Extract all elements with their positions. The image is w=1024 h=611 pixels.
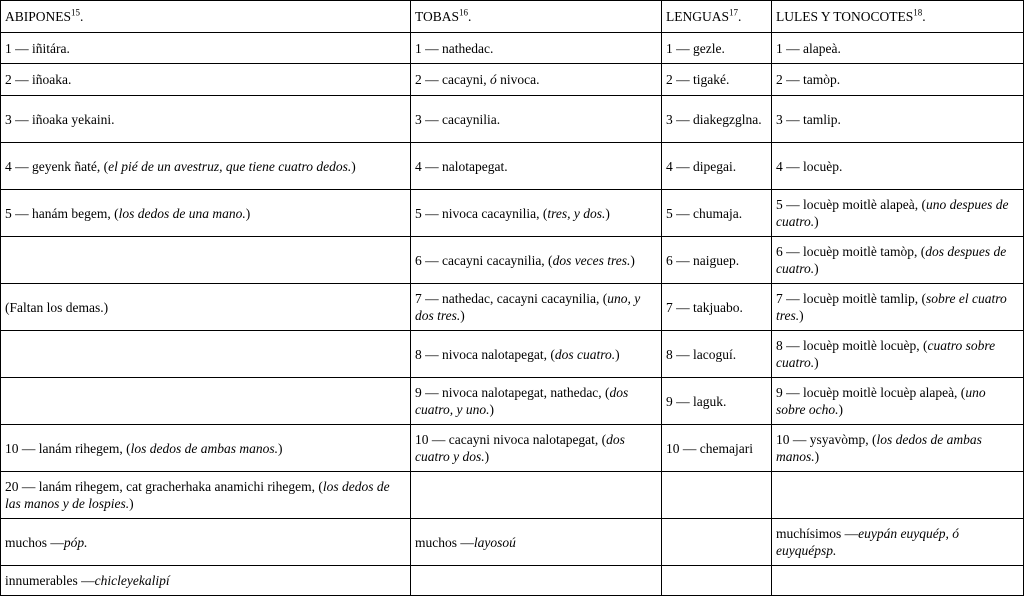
- cell-lenguas-6: 6 — naiguep.: [662, 237, 772, 284]
- cell-lules-7-text: 7 — locuèp moitlè tamlip, (: [776, 291, 926, 306]
- cell-tobas-2-gloss: ó: [489, 72, 497, 87]
- header-lules-name: LULES Y TONOCOTES: [776, 9, 914, 24]
- header-lules: [772, 1, 1024, 33]
- cell-abipones-many: [1, 519, 411, 566]
- cell-abipones-20-tail: ): [129, 496, 134, 511]
- cell-tobas-9-tail: ): [489, 402, 494, 417]
- header-row: [1, 1, 1024, 33]
- cell-tobas-9: [411, 378, 662, 425]
- cell-lules-innumerable: [772, 566, 1024, 596]
- cell-abipones-10-tail: ): [277, 440, 283, 456]
- cell-tobas-10: [411, 425, 662, 472]
- cell-lules-4: 4 — locuèp.: [772, 143, 1024, 190]
- cell-tobas-9-text: 9 — nivoca nalotapegat, nathedac, (: [415, 385, 610, 400]
- header-lenguas-name: LENGUAS: [666, 9, 729, 24]
- table-row-8: [1, 331, 1024, 378]
- table-row-7: [1, 284, 1024, 331]
- cell-abipones-1: 1 — iñitára.: [1, 33, 411, 64]
- header-abipones-name: ABIPONES: [5, 9, 72, 24]
- cell-abipones-9: [1, 378, 411, 425]
- cell-lules-10-text: 10 — ysyavòmp, (: [776, 432, 877, 447]
- cell-tobas-many: [411, 519, 662, 566]
- table-row-1: [1, 33, 1024, 64]
- cell-lenguas-10: 10 — chemajari: [662, 425, 772, 472]
- cell-lules-6: [772, 237, 1024, 284]
- cell-tobas-8-gloss: dos cuatro.: [554, 346, 616, 362]
- cell-abipones-many-word: póp.: [63, 534, 88, 550]
- cell-abipones-20-gloss: los dedos de las manos y de lospies.: [5, 479, 390, 511]
- table-row-many: [1, 519, 1024, 566]
- cell-lules-20: [772, 472, 1024, 519]
- cell-tobas-5-text: 5 — nivoca cacaynilia, (: [415, 205, 548, 221]
- header-lules-footnote: 18: [913, 7, 923, 18]
- cell-lules-7-tail: ): [799, 308, 804, 323]
- cell-abipones-4-gloss: el pié de un avestruz, que tiene cuatro dedos.: [108, 158, 352, 174]
- cell-lenguas-9: 9 — laguk.: [662, 378, 772, 425]
- cell-abipones-4-text: 4 — geyenk ñaté, (: [5, 158, 109, 174]
- cell-tobas-6-tail: ): [630, 252, 635, 268]
- cell-lules-9-gloss: uno sobre ocho.: [776, 385, 986, 417]
- cell-tobas-8: [411, 331, 662, 378]
- header-lenguas: [662, 1, 772, 33]
- cell-tobas-9-gloss: dos cuatro, y uno.: [415, 385, 629, 417]
- cell-tobas-2-text: 2 — cacayni,: [415, 72, 490, 87]
- cell-abipones-innumerable: [1, 566, 411, 596]
- cell-abipones-3: 3 — iñoaka yekaini.: [1, 96, 411, 143]
- cell-lenguas-many: [662, 519, 772, 566]
- cell-lules-6-text: 6 — locuèp moitlè tamòp, (: [776, 244, 926, 259]
- cell-tobas-5: [411, 190, 662, 237]
- cell-lules-10: [772, 425, 1024, 472]
- cell-tobas-8-tail: ): [615, 346, 620, 362]
- cell-tobas-10-gloss: dos cuatro y dos.: [415, 432, 625, 464]
- cell-tobas-3: 3 — cacaynilia.: [411, 96, 662, 143]
- cell-tobas-6-gloss: dos veces tres.: [552, 252, 631, 268]
- header-abipones: [1, 1, 411, 33]
- cell-abipones-20-text: 20 — lanám rihegem, cat gracherhaka anamichi rihegem, (: [5, 479, 323, 494]
- cell-abipones-8: [1, 331, 411, 378]
- cell-lules-1: 1 — alapeà.: [772, 33, 1024, 64]
- table-row-2: [1, 64, 1024, 96]
- cell-lules-6-tail: ): [814, 261, 819, 276]
- cell-lenguas-20: [662, 472, 772, 519]
- header-tobas-name: TOBAS: [415, 9, 460, 24]
- cell-tobas-2-tail: nivoca.: [496, 72, 540, 87]
- cell-abipones-4-tail: ): [351, 158, 356, 174]
- cell-abipones-2: 2 — iñoaka.: [1, 64, 411, 96]
- header-abipones-period: .: [80, 9, 84, 24]
- header-lules-period: .: [922, 9, 926, 24]
- cell-abipones-innumerable-word: chicleyekalipí: [94, 573, 170, 588]
- cell-lules-6-gloss: dos despues de cuatro.: [776, 244, 1007, 276]
- cell-tobas-5-tail: ): [605, 205, 610, 221]
- cell-lules-7-gloss: sobre el cuatro tres.: [776, 291, 1007, 323]
- cell-tobas-8-text: 8 — nivoca nalotapegat, (: [415, 346, 555, 362]
- cell-lules-5-gloss: uno despues de cuatro.: [776, 197, 1009, 229]
- cell-abipones-4: [1, 143, 411, 190]
- header-lenguas-period: .: [738, 9, 742, 24]
- table-row-10: [1, 425, 1024, 472]
- cell-tobas-1: 1 — nathedac.: [411, 33, 662, 64]
- cell-lenguas-8: 8 — lacoguí.: [662, 331, 772, 378]
- cell-lules-3: 3 — tamlip.: [772, 96, 1024, 143]
- cell-lenguas-7: 7 — takjuabo.: [662, 284, 772, 331]
- table-row-4: [1, 143, 1024, 190]
- cell-abipones-20: [1, 472, 411, 519]
- cell-tobas-7-gloss: uno, y dos tres.: [415, 291, 641, 323]
- cell-lules-many-text: muchísimos —: [776, 526, 859, 541]
- cell-tobas-6-text: 6 — cacayni cacaynilia, (: [415, 252, 553, 268]
- cell-tobas-innumerable: [411, 566, 662, 596]
- cell-abipones-10: [1, 425, 411, 472]
- cell-lules-5: [772, 190, 1024, 237]
- cell-lules-9: [772, 378, 1024, 425]
- cell-tobas-10-text: 10 — cacayni nivoca nalotapegat, (: [415, 432, 607, 447]
- cell-abipones-5: [1, 190, 411, 237]
- cell-abipones-10-text: 10 — lanám rihegem, (: [5, 440, 131, 456]
- cell-lules-8-tail: ): [814, 355, 819, 370]
- cell-lules-9-tail: ): [838, 402, 843, 417]
- cell-abipones-10-gloss: los dedos de ambas manos.: [130, 440, 278, 456]
- cell-lules-10-gloss: los dedos de ambas manos.: [776, 432, 982, 464]
- cell-lules-9-text: 9 — locuèp moitlè locuèp alapeà, (: [776, 385, 966, 400]
- cell-tobas-7-tail: ): [460, 308, 465, 323]
- cell-lules-7: [772, 284, 1024, 331]
- table-row-5: [1, 190, 1024, 237]
- cell-abipones-6: [1, 237, 411, 284]
- cell-abipones-5-gloss: los dedos de una mano.: [118, 205, 246, 221]
- table-row-3: [1, 96, 1024, 143]
- cell-lules-10-tail: ): [814, 449, 820, 464]
- table-row-9: [1, 378, 1024, 425]
- cell-lenguas-4: 4 — dipegai.: [662, 143, 772, 190]
- table-row-20: [1, 472, 1024, 519]
- cell-tobas-many-text: muchos —: [415, 534, 474, 550]
- cell-tobas-20: [411, 472, 662, 519]
- cell-abipones-innumerable-text: innumerables —: [5, 573, 95, 588]
- cell-lenguas-5: 5 — chumaja.: [662, 190, 772, 237]
- cell-lules-many: [772, 519, 1024, 566]
- header-tobas: [411, 1, 662, 33]
- cell-lenguas-2: 2 — tigaké.: [662, 64, 772, 96]
- cell-tobas-2: [411, 64, 662, 96]
- cell-abipones-many-text: muchos —: [5, 534, 64, 550]
- cell-lenguas-1: 1 — gezle.: [662, 33, 772, 64]
- cell-lenguas-innumerable: [662, 566, 772, 596]
- cell-tobas-6: [411, 237, 662, 284]
- cell-lules-2: 2 — tamòp.: [772, 64, 1024, 96]
- cell-lules-5-text: 5 — locuèp moitlè alapeà, (: [776, 197, 926, 212]
- cell-abipones-5-tail: ): [245, 205, 251, 221]
- header-lenguas-footnote: 17: [729, 7, 738, 18]
- header-abipones-footnote: 15: [71, 7, 81, 18]
- header-tobas-footnote: 16: [459, 7, 469, 18]
- cell-tobas-many-word: layosoú: [473, 534, 516, 550]
- cell-tobas-5-gloss: tres, y dos.: [547, 205, 606, 221]
- cell-tobas-7-text: 7 — nathedac, cacayni cacaynilia, (: [415, 291, 608, 306]
- table-row-6: [1, 237, 1024, 284]
- cell-lules-8-gloss: cuatro sobre cuatro.: [776, 338, 996, 370]
- cell-tobas-4: 4 — nalotapegat.: [411, 143, 662, 190]
- header-tobas-period: .: [468, 9, 472, 24]
- cell-lules-many-word: euypán euyquép, ó euyquépsp.: [776, 526, 959, 558]
- cell-lules-8: [772, 331, 1024, 378]
- cell-tobas-10-tail: ): [484, 449, 490, 464]
- cell-abipones-5-text: 5 — hanám begem, (: [5, 205, 119, 221]
- table-row-innumerable: [1, 566, 1024, 596]
- cell-tobas-7: [411, 284, 662, 331]
- cell-lenguas-3: 3 — diakegzglna.: [662, 96, 772, 143]
- cell-abipones-7: (Faltan los demas.): [1, 284, 411, 331]
- cell-lules-5-tail: ): [814, 214, 819, 229]
- cell-lules-8-text: 8 — locuèp moitlè locuèp, (: [776, 338, 928, 353]
